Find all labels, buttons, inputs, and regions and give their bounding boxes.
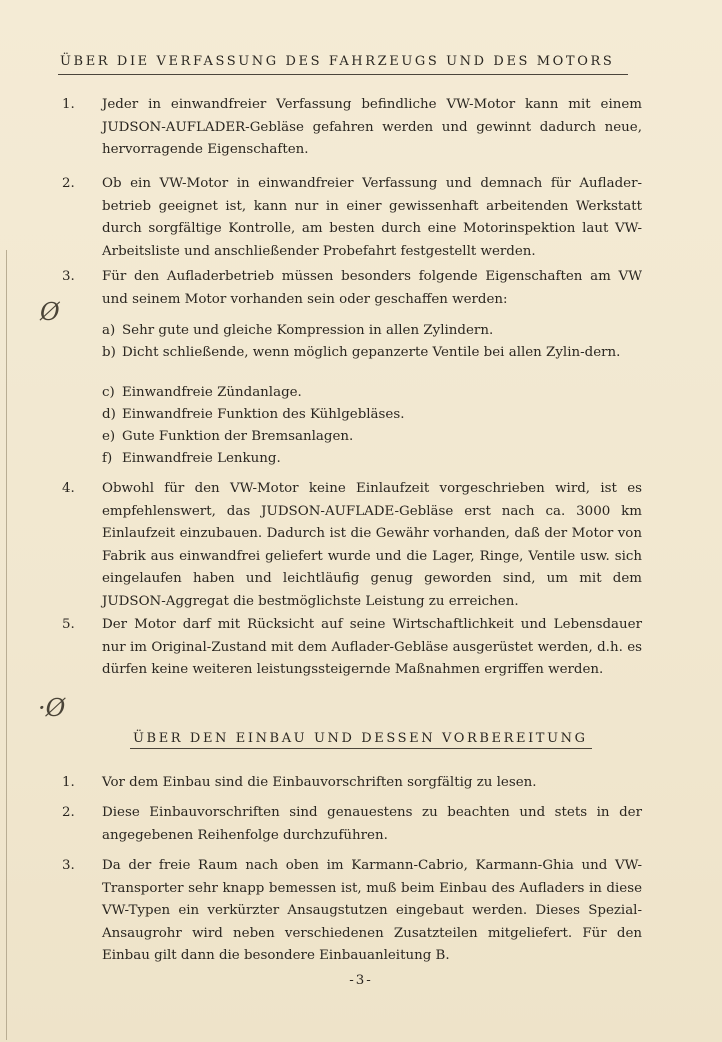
list-item: [62, 855, 642, 968]
sub-list-item: [102, 404, 642, 427]
sub-list-item: [102, 448, 642, 471]
item-number: 1.: [62, 97, 75, 112]
sub-item-text: Einwandfreie Lenkung.: [122, 451, 281, 466]
sub-item-label: f): [102, 451, 113, 466]
list-item: [62, 266, 642, 311]
item-number: 4.: [62, 481, 75, 496]
item-number: 3.: [62, 858, 75, 873]
sub-item-label: d): [102, 407, 116, 422]
item-number: 2.: [62, 805, 75, 820]
margin-handwritten-mark: ·Ø: [38, 694, 66, 722]
page-number: -3-: [349, 973, 373, 988]
item-text: Der Motor darf mit Rücksicht auf seine Wirtschaftlichkeit und Lebensdauer nur im Original-Zustand mit dem Auflader-Gebläse ausgerüstet werden, d.h. es dürfen keine weiteren leistungssteigernde Maßnahmen ergriffen werden.: [102, 617, 642, 677]
item-number: 1.: [62, 775, 75, 790]
sub-list-item: [102, 382, 642, 405]
list-item: [62, 173, 642, 263]
section-heading-condition: ÜBER DIE VERFASSUNG DES FAHRZEUGS UND DES MOTORS: [60, 54, 615, 69]
left-margin-rule: [6, 250, 7, 1040]
item-text: Jeder in einwandfreier Verfassung befindliche VW-Motor kann mit einem JUDSON-AUFLADER-Gebläse gefahren werden und gewinnt dadurch neue, hervorragende Eigenschaften.: [102, 97, 642, 157]
item-text: Diese Einbauvorschriften sind genauestens zu beachten und stets in der angegebenen Reihenfolge durchzuführen.: [102, 805, 642, 843]
sub-list-item: [102, 426, 642, 449]
item-number: 2.: [62, 176, 75, 191]
sub-item-text: Einwandfreie Funktion des Kühlgebläses.: [122, 407, 405, 422]
sub-item-text: Sehr gute und gleiche Kompression in allen Zylindern.: [122, 323, 494, 338]
list-item: [62, 94, 642, 162]
margin-handwritten-mark: Ø: [40, 298, 60, 326]
list-item: [62, 802, 642, 847]
item-text: Da der freie Raum nach oben im Karmann-Cabrio, Karmann-Ghia und VW-Transporter sehr knapp bemessen ist, muß beim Einbau des Aufladers in diese VW-Typen ein verkürzter Ansaugstutzen eingebaut werden. Dieses Spezial-Ansaugrohr wird neben verschiedenen Zusatzteilen mitgeliefert. Für den Einbau gilt dann die besondere Einbauanleitung B.: [102, 858, 642, 963]
item-number: 5.: [62, 617, 75, 632]
sub-item-text: Einwandfreie Zündanlage.: [122, 385, 302, 400]
list-item: [62, 614, 642, 682]
sub-list-item: [102, 342, 642, 365]
sub-list-item: [102, 320, 642, 343]
heading-underline: [58, 74, 628, 75]
sub-item-label: b): [102, 345, 116, 360]
sub-item-label: a): [102, 323, 116, 338]
item-number: 3.: [62, 269, 75, 284]
item-text: Für den Aufladerbetrieb müssen besonders folgende Eigenschaften am VW und seinem Motor vorhanden sein oder geschaffen werden:: [102, 269, 642, 307]
list-item: [62, 478, 642, 613]
item-text: Obwohl für den VW-Motor keine Einlaufzeit vorgeschrieben wird, ist es empfehlenswert, das JUDSON-AUFLADE-Gebläse erst nach ca. 3000 km Einlaufzeit einzubauen. Dadurch ist die Gewähr vorhanden, daß der Motor von Fabrik aus einwandfrei geliefert wurde und die Lager, Ringe, Ventile usw. sich eingelaufen haben und leichtläufig genug geworden sind, um mit dem JUDSON-Aggregat die bestmöglichste Leistung zu erreichen.: [102, 481, 642, 609]
sub-item-label: c): [102, 385, 115, 400]
sub-item-text: Dicht schließende, wenn möglich gepanzerte Ventile bei allen Zylin-dern.: [122, 345, 621, 360]
heading-underline: [130, 748, 592, 749]
section-heading-installation: ÜBER DEN EINBAU UND DESSEN VORBEREITUNG: [133, 731, 588, 746]
list-item: [62, 772, 642, 795]
item-text: Vor dem Einbau sind die Einbauvorschriften sorgfältig zu lesen.: [102, 775, 537, 790]
sub-item-label: e): [102, 429, 116, 444]
sub-item-text: Gute Funktion der Bremsanlagen.: [122, 429, 354, 444]
item-text: Ob ein VW-Motor in einwandfreier Verfassung und demnach für Auflader-betrieb geeignet ist, kann nur in einer gewissenhaft arbeitenden Werkstatt durch sorgfältige Kontrolle, am besten durch eine Motorinspektion laut VW-Arbeitsliste und anschließender Probefahrt festgestellt werden.: [102, 176, 642, 259]
